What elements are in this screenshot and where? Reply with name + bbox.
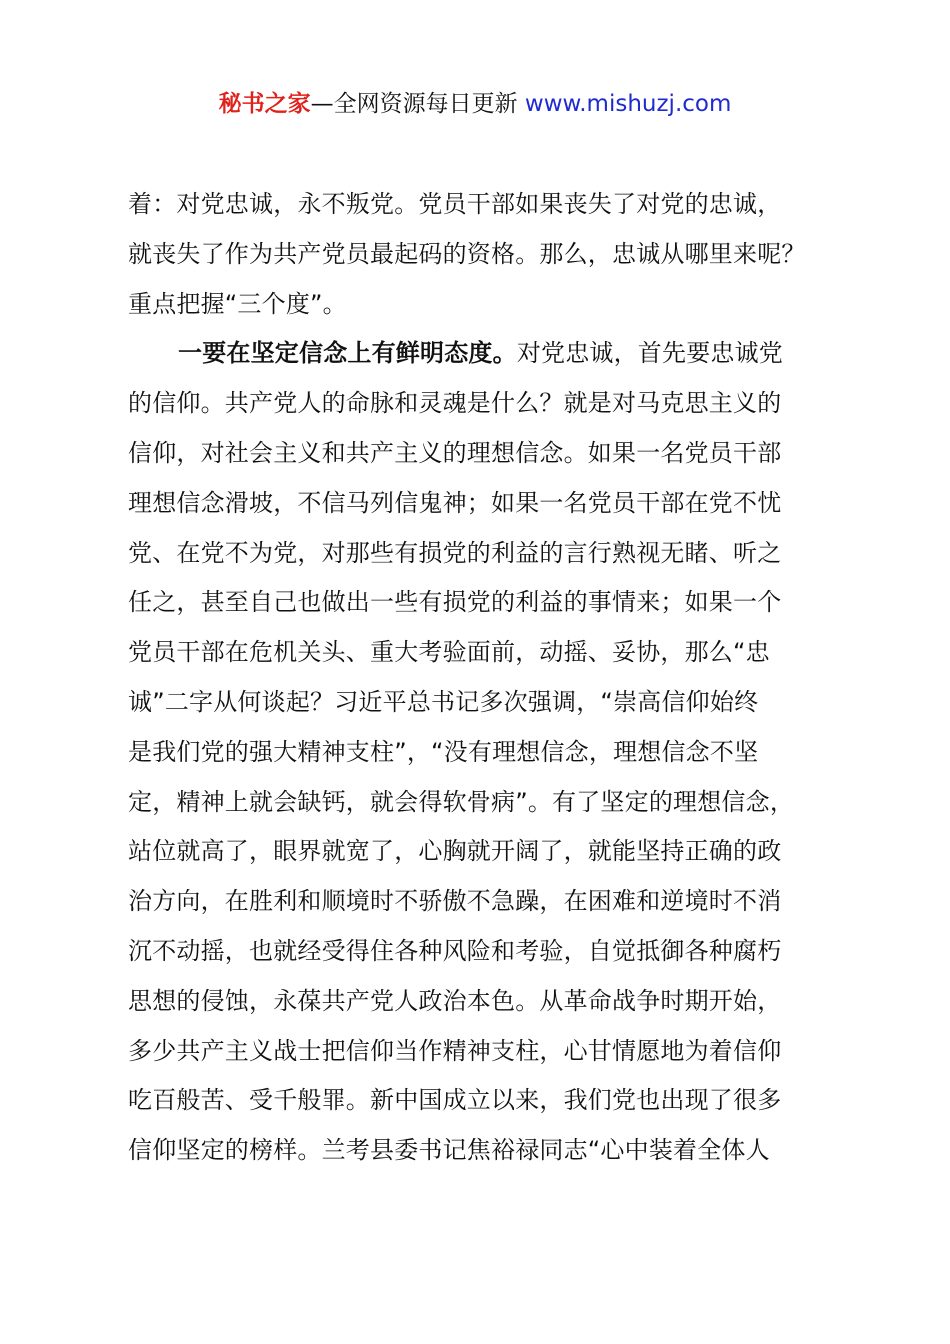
- text-line: 站位就高了，眼界就宽了，心胸就开阔了，就能坚持正确的政: [128, 837, 782, 866]
- text-line: 着：对党忠诚，永不叛党。党员干部如果丧失了对党的忠诚，: [128, 190, 782, 218]
- text-line: 沉不动摇，也就经受得住各种风险和考验，自觉抵御各种腐朽: [128, 936, 782, 965]
- text-line: 思想的侵蚀，永葆共产党人政治本色。从革命战争时期开始，: [128, 986, 782, 1015]
- brand-name: 秘书之家: [218, 91, 311, 117]
- text-line: 是我们党的强大精神支柱”，“没有理想信念，理想信念不坚: [128, 737, 759, 766]
- document-body: [128, 180, 840, 1176]
- text-line: 就丧失了作为共产党员最起码的资格。那么，忠诚从哪里来呢？: [128, 239, 806, 268]
- text-line: 定，精神上就会缺钙，就会得软骨病”。有了坚定的理想信念，: [128, 787, 795, 816]
- text-line: 理想信念滑坡，不信马列信鬼神；如果一名党员干部在党不忧: [128, 488, 782, 517]
- text-line: 治方向，在胜利和顺境时不骄傲不急躁，在困难和逆境时不消: [128, 887, 782, 916]
- text-line: 诚”二字从何谈起？习近平总书记多次强调，“崇高信仰始终: [128, 687, 759, 716]
- text-line: 的信仰。共产党人的命脉和灵魂是什么？就是对马克思主义的: [128, 389, 782, 418]
- paragraph-first-line: [128, 329, 840, 379]
- section-heading: 一要在坚定信念上有鲜明态度。: [178, 339, 517, 368]
- site-url[interactable]: www.mishuzj.com: [524, 91, 732, 117]
- page-header: [0, 86, 950, 122]
- header-tagline: —全网资源每日更新: [310, 91, 525, 117]
- text-line: 任之，甚至自己也做出一些有损党的利益的事情来；如果一个: [128, 588, 782, 617]
- text-line: 党员干部在危机关头、重大考验面前，动摇、妥协，那么“忠: [128, 638, 770, 667]
- text-line: 多少共产主义战士把信仰当作精神支柱，心甘情愿地为着信仰: [128, 1036, 782, 1065]
- text-line: 吃百般苦、受千般罪。新中国成立以来，我们党也出现了很多: [128, 1086, 782, 1115]
- text-line: 重点把握“三个度”。: [128, 289, 347, 318]
- text-line: 信仰坚定的榜样。兰考县委书记焦裕禄同志“心中装着全体人: [128, 1136, 770, 1165]
- text-line: 党、在党不为党，对那些有损党的利益的言行熟视无睹、听之: [128, 538, 782, 567]
- text-line: 信仰，对社会主义和共产主义的理想信念。如果一名党员干部: [128, 438, 782, 467]
- text-run: 对党忠诚，首先要忠诚党: [516, 339, 784, 368]
